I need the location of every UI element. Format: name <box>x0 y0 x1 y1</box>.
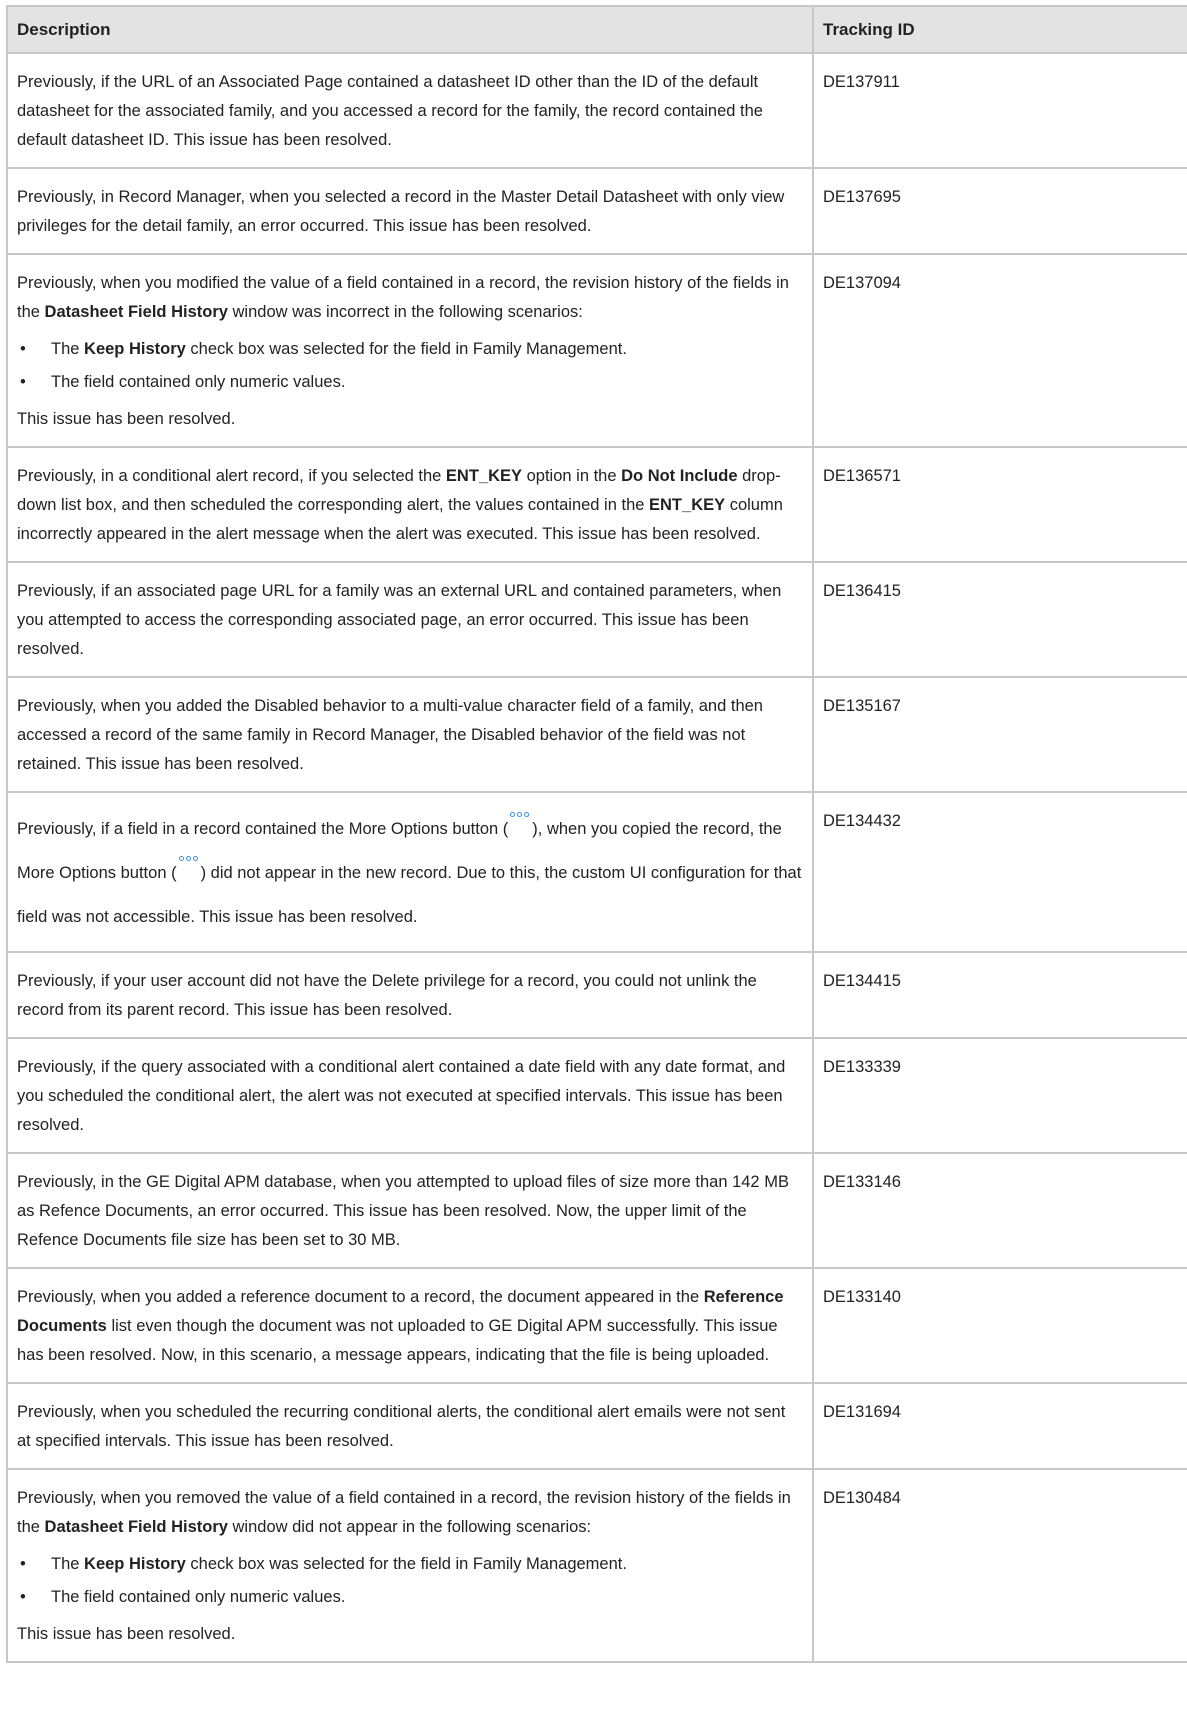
bullet-icon: • <box>20 340 26 358</box>
description-cell: Previously, if an associated page URL for a family was an external URL and contained parameters, when you attempted to access the corresponding associated page, an error occurred. This issue has been resolved. <box>7 562 813 677</box>
description-cell <box>7 447 813 562</box>
tracking-id-cell: DE136571 <box>813 447 1187 562</box>
ui-term: Datasheet Field History <box>44 303 228 321</box>
column-header-tracking-id: Tracking ID <box>813 6 1187 53</box>
ui-term: ENT_KEY <box>649 496 726 514</box>
release-notes-table-container <box>6 5 1187 1663</box>
description-cell: Previously, when you scheduled the recurring conditional alerts, the conditional alert emails were not sent at specified intervals. This issue has been resolved. <box>7 1383 813 1469</box>
list-item <box>17 1550 803 1579</box>
description-cell <box>7 254 813 447</box>
text-span: The <box>51 340 85 358</box>
tracking-id-cell: DE137094 <box>813 254 1187 447</box>
scenario-list <box>17 335 803 397</box>
table-row <box>7 562 1187 677</box>
tracking-id-cell: DE134415 <box>813 952 1187 1038</box>
tracking-id-cell: DE133140 <box>813 1268 1187 1383</box>
more-options-icon <box>509 810 531 820</box>
text-span: The field contained only numeric values. <box>51 373 346 391</box>
description-cell <box>7 1469 813 1662</box>
table-row <box>7 952 1187 1038</box>
tracking-id-cell: DE130484 <box>813 1469 1187 1662</box>
table-row <box>7 447 1187 562</box>
table-row <box>7 1383 1187 1469</box>
text-span: column incorrectly appeared in the alert message when the alert was executed. This issue has been resolved. <box>17 496 783 543</box>
bullet-icon: • <box>20 1588 26 1606</box>
resolution-note: This issue has been resolved. <box>17 1625 236 1643</box>
description-cell: Previously, in Record Manager, when you selected a record in the Master Detail Datasheet with only view privileges for the detail family, an error occurred. This issue has been resolved. <box>7 168 813 254</box>
text-span: Previously, when you added a reference document to a record, the document appeared in the <box>17 1288 704 1306</box>
tracking-id-cell: DE137695 <box>813 168 1187 254</box>
text-span: window was incorrect in the following scenarios: <box>227 303 583 321</box>
description-cell: Previously, if your user account did not have the Delete privilege for a record, you could not unlink the record from its parent record. This issue has been resolved. <box>7 952 813 1038</box>
ui-term: Keep History <box>84 340 186 358</box>
table-row <box>7 168 1187 254</box>
description-cell <box>7 792 813 952</box>
description-cell: Previously, if the URL of an Associated Page contained a datasheet ID other than the ID of the default datasheet for the associated family, and you accessed a record for the family, the record contained the default datasheet ID. This issue has been resolved. <box>7 53 813 168</box>
list-item <box>17 1583 803 1612</box>
text-span: Previously, when you modified the value of a field contained in a record, the revision history of the fields in the <box>17 274 789 321</box>
ui-term: Keep History <box>84 1555 186 1573</box>
table-row <box>7 254 1187 447</box>
description-paragraph <box>17 269 803 327</box>
resolution-note: This issue has been resolved. <box>17 410 236 428</box>
text-span: Previously, if a field in a record contained the More Options button ( <box>17 820 509 838</box>
table-row <box>7 53 1187 168</box>
text-span: list even though the document was not uploaded to GE Digital APM successfully. This issue has been resolved. Now, in this scenario, a message appears, indicating that the file is being uploaded. <box>17 1317 778 1364</box>
text-span: check box was selected for the field in Family Management. <box>185 340 627 358</box>
table-row <box>7 677 1187 792</box>
bullet-icon: • <box>20 373 26 391</box>
column-header-description: Description <box>7 6 813 53</box>
text-span: drop-down list box, and then scheduled the corresponding alert, the values contained in the <box>17 467 781 514</box>
bullet-icon: • <box>20 1555 26 1573</box>
text-span: The <box>51 1555 85 1573</box>
ui-term: Do Not Include <box>621 467 738 485</box>
table-row <box>7 1038 1187 1153</box>
text-span: option in the <box>522 467 622 485</box>
ui-term: Reference Documents <box>17 1288 784 1335</box>
tracking-id-cell: DE137911 <box>813 53 1187 168</box>
table-header-row <box>7 6 1187 53</box>
table-row <box>7 1469 1187 1662</box>
description-cell: Previously, if the query associated with a conditional alert contained a date field with any date format, and you scheduled the conditional alert, the alert was not executed at specified intervals. This issue has been resolved. <box>7 1038 813 1153</box>
ui-term: Datasheet Field History <box>44 1518 228 1536</box>
description-cell: Previously, in the GE Digital APM database, when you attempted to upload files of size more than 142 MB as Refence Documents, an error occurred. This issue has been resolved. Now, the upper limit of the Refence Documents file size has been set to 30 MB. <box>7 1153 813 1268</box>
ui-term: ENT_KEY <box>445 467 523 485</box>
tracking-id-cell: DE133339 <box>813 1038 1187 1153</box>
scenario-list <box>17 1550 803 1612</box>
text-span: ), when you copied the record, the More Options button ( <box>17 820 782 882</box>
tracking-id-cell: DE135167 <box>813 677 1187 792</box>
text-span: ) did not appear in the new record. Due to this, the custom UI configuration for that field was not accessible. This issue has been resolved. <box>17 864 802 926</box>
more-options-icon <box>178 854 200 864</box>
text-span: Previously, in a conditional alert record, if you selected the <box>17 467 446 485</box>
resolved-issues-table <box>6 5 1187 1663</box>
text-span: check box was selected for the field in Family Management. <box>185 1555 627 1573</box>
tracking-id-cell: DE131694 <box>813 1383 1187 1469</box>
list-item <box>17 335 803 364</box>
table-row <box>7 1153 1187 1268</box>
list-item <box>17 368 803 397</box>
table-row <box>7 1268 1187 1383</box>
description-cell: Previously, when you added the Disabled behavior to a multi-value character field of a family, and then accessed a record of the same family in Record Manager, the Disabled behavior of the field was not retained. This issue has been resolved. <box>7 677 813 792</box>
text-span: The field contained only numeric values. <box>51 1588 346 1606</box>
tracking-id-cell: DE133146 <box>813 1153 1187 1268</box>
tracking-id-cell: DE134432 <box>813 792 1187 952</box>
text-span: Previously, when you removed the value of a field contained in a record, the revision history of the fields in the <box>17 1489 791 1536</box>
description-paragraph <box>17 1484 803 1542</box>
text-span: window did not appear in the following scenarios: <box>227 1518 592 1536</box>
description-cell <box>7 1268 813 1383</box>
table-row <box>7 792 1187 952</box>
tracking-id-cell: DE136415 <box>813 562 1187 677</box>
